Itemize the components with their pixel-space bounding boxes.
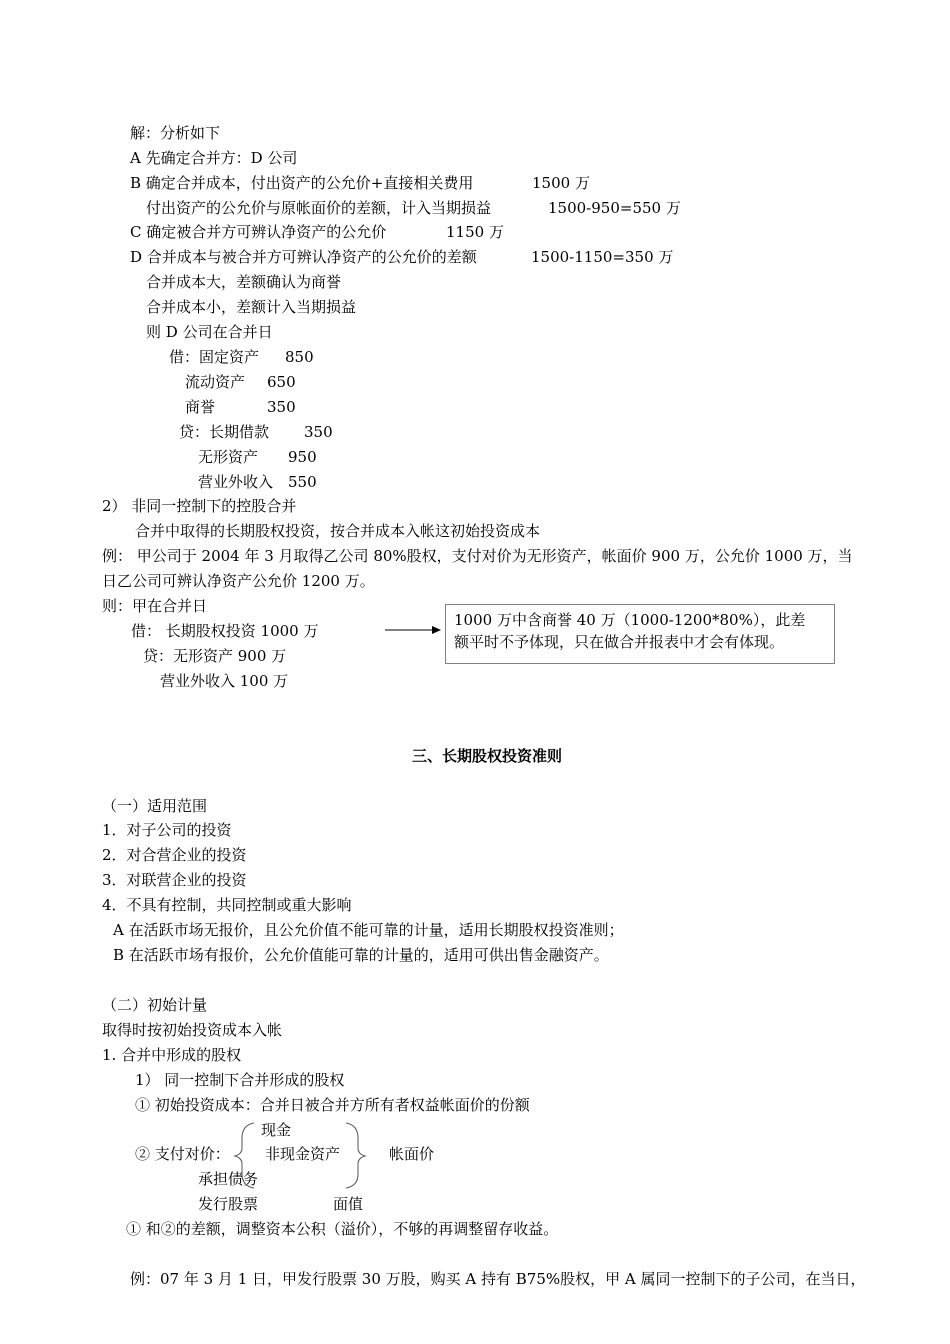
text-line: 无形资产 — [198, 448, 259, 466]
text-line: 例：07 年 3 月 1 日，甲发行股票 30 万股，购买 A 持有 B75%股权，甲 A 属同一控制下的子公司，在当日， — [130, 1270, 866, 1288]
text-line: 日乙公司可辨认净资产公允价 1200 万。 — [102, 572, 375, 590]
text-line: 1500 万 — [532, 174, 590, 192]
text-line: 1500-1150=350 万 — [531, 248, 674, 266]
text-line: 合并成本小，差额计入当期损益 — [146, 298, 357, 316]
text-line: 营业外收入 — [198, 473, 274, 491]
text-line: 4．不具有控制，共同控制或重大影响 — [102, 896, 352, 914]
arrow-icon — [385, 626, 441, 634]
text-line: 发行股票 — [198, 1195, 259, 1213]
text-line: 帐面价 — [389, 1145, 435, 1163]
text-line: 1） 同一控制下合并形成的股权 — [135, 1071, 345, 1089]
right-brace-icon — [346, 1123, 365, 1188]
text-line: 1. 合并中形成的股权 — [102, 1046, 242, 1064]
text-line: （二）初始计量 — [102, 996, 208, 1014]
text-line: 1．对子公司的投资 — [102, 821, 232, 839]
text-line: 3．对联营企业的投资 — [102, 871, 247, 889]
text-line: 商誉 — [185, 398, 216, 416]
text-line: 借：固定资产 — [169, 348, 260, 366]
text-line: 1150 万 — [446, 223, 504, 241]
text-line: 例： 甲公司于 2004 年 3 月取得乙公司 80%股权，支付对价为无形资产，帐面价 900 万，公允价 1000 万，当 — [102, 547, 853, 565]
text-line: 350 — [304, 423, 333, 441]
text-line: 取得时按初始投资成本入帐 — [102, 1021, 283, 1039]
text-line: 则 D 公司在合并日 — [146, 323, 273, 341]
text-line: 合并成本大，差额确认为商誉 — [146, 273, 342, 291]
text-line: 2．对合营企业的投资 — [102, 846, 247, 864]
text-line: D 合并成本与被合并方可辨认净资产的公允价的差额 — [130, 248, 477, 266]
text-line: 营业外收入 100 万 — [160, 672, 289, 690]
text-line: 面值 — [333, 1195, 364, 1213]
text-line: 借： 长期股权投资 1000 万 — [131, 622, 319, 640]
text-line: 非现金资产 — [265, 1145, 341, 1163]
callout-note-line: 额平时不予体现，只在做合并报表中才会有体现。 — [454, 633, 785, 651]
text-line: 2） 非同一控制下的控股合并 — [102, 497, 297, 515]
text-line: 承担债务 — [198, 1170, 259, 1188]
text-line: （一）适用范围 — [102, 797, 208, 815]
text-line: 350 — [267, 398, 296, 416]
text-line: ② 支付对价： — [135, 1145, 230, 1163]
callout-note-line: 1000 万中含商誉 40 万（1000-1200*80%），此差 — [454, 611, 806, 629]
text-line: 贷：长期借款 — [179, 423, 270, 441]
text-line: ① 和②的差额，调整资本公积（溢价），不够的再调整留存收益。 — [126, 1220, 559, 1238]
section-heading: 三、长期股权投资准则 — [412, 747, 563, 765]
text-line: ① 初始投资成本：合并日被合并方所有者权益帐面价的份额 — [135, 1096, 530, 1114]
text-line: 650 — [267, 373, 296, 391]
text-line: B 在活跃市场有报价，公允价值能可靠的计量的，适用可供出售金融资产。 — [113, 946, 609, 964]
text-line: 1500-950=550 万 — [548, 199, 681, 217]
text-line: 950 — [288, 448, 317, 466]
text-line: 550 — [288, 473, 317, 491]
text-line: 贷：无形资产 900 万 — [143, 647, 287, 665]
text-line: 流动资产 — [185, 373, 246, 391]
text-line: C 确定被合并方可辨认净资产的公允价 — [130, 223, 387, 241]
text-line: 付出资产的公允价与原帐面价的差额，计入当期损益 — [146, 199, 492, 217]
text-line: 则：甲在合并日 — [102, 597, 208, 615]
text-line: 现金 — [261, 1121, 292, 1139]
text-line: A 先确定合并方：D 公司 — [130, 149, 298, 167]
text-line: 合并中取得的长期股权投资，按合并成本入帐这初始投资成本 — [135, 522, 541, 540]
text-line: B 确定合并成本，付出资产的公允价+直接相关费用 — [130, 174, 474, 192]
text-line: A 在活跃市场无报价，且公允价值不能可靠的计量，适用长期股权投资准则； — [113, 921, 624, 939]
text-line: 解：分析如下 — [130, 124, 221, 142]
text-line: 850 — [285, 348, 314, 366]
left-brace-icon — [235, 1123, 254, 1188]
